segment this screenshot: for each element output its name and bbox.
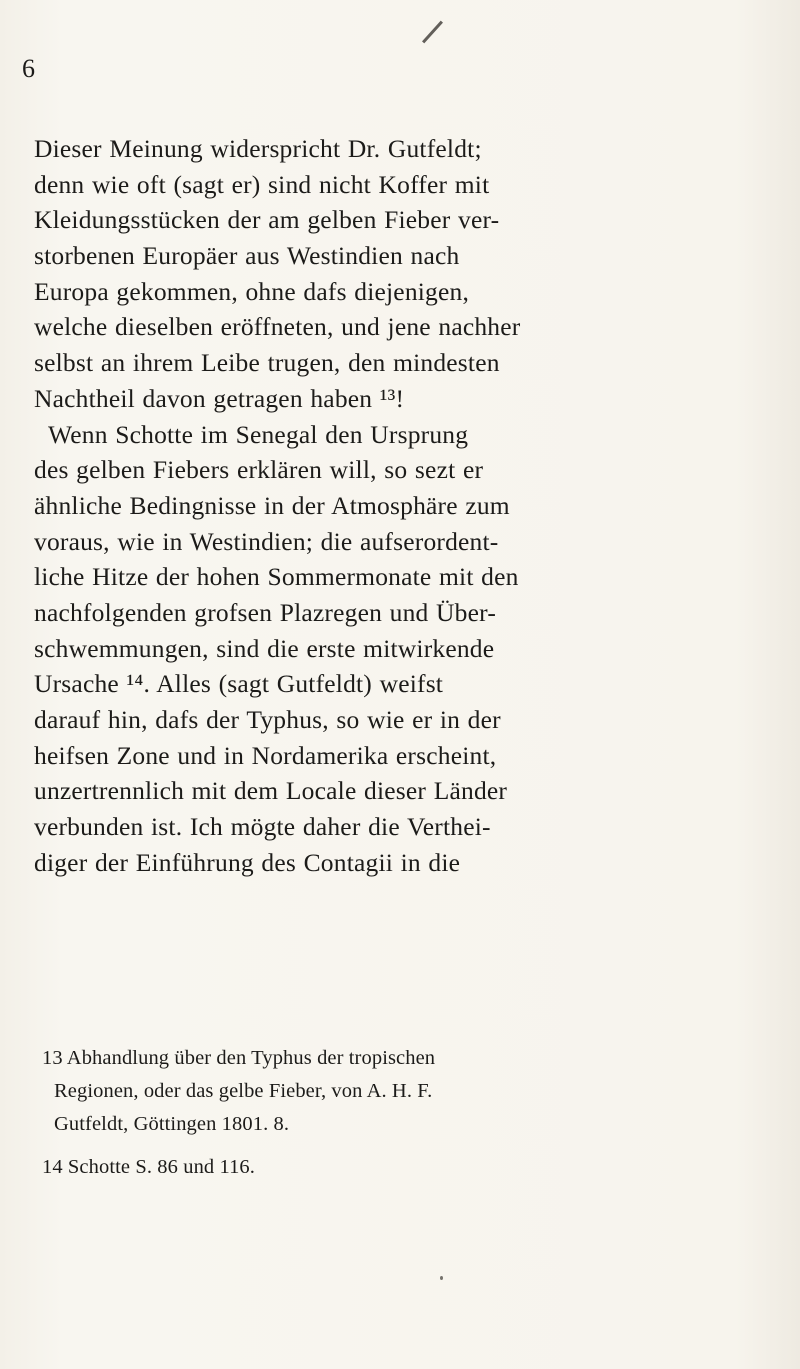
footnote-line: Gutfeldt, Göttingen 1801. 8. bbox=[54, 1113, 290, 1135]
footnote-line: Regionen, oder das gelbe Fieber, von A. H. F. bbox=[54, 1080, 433, 1102]
text-line: nachfolgenden grofsen Plazregen und Über- bbox=[34, 597, 497, 627]
text-line: welche dieselben eröffneten, und jene nachher bbox=[34, 312, 521, 342]
text-line: Wenn Schotte im Senegal den Ursprung bbox=[48, 419, 469, 449]
main-text bbox=[34, 131, 776, 880]
text-line: Dieser Meinung widerspricht Dr. Gutfeldt; bbox=[34, 134, 482, 163]
page-number: 6 bbox=[22, 54, 35, 83]
text-line: diger der Einführung des Contagii in die bbox=[34, 847, 461, 877]
text-line: ähnliche Bedingnisse in der Atmosphäre zum bbox=[34, 490, 510, 520]
text-line: des gelben Fiebers erklären will, so sezt er bbox=[34, 455, 484, 485]
text-line: verbunden ist. Ich mögte daher die Verthei- bbox=[34, 812, 491, 842]
text-line: darauf hin, dafs der Typhus, so wie er in der bbox=[34, 705, 501, 734]
footnotes bbox=[42, 1042, 777, 1184]
text-line: unzertrennlich mit dem Locale dieser Länder bbox=[34, 776, 508, 806]
text-line: denn wie oft (sagt er) sind nicht Koffer mit bbox=[34, 169, 490, 199]
text-line: Ursache ¹⁴. Alles (sagt Gutfeldt) weifst bbox=[34, 669, 444, 699]
footnote-line: 13 Abhandlung über den Typhus der tropischen bbox=[42, 1047, 436, 1069]
text-line: voraus, wie in Westindien; die aufserordent- bbox=[34, 526, 499, 556]
text-line: Europa gekommen, ohne dafs diejenigen, bbox=[34, 276, 470, 306]
text-line: liche Hitze der hohen Sommermonate mit den bbox=[34, 562, 519, 592]
text-line: schwemmungen, sind die erste mitwirkende bbox=[34, 633, 495, 663]
text-line: selbst an ihrem Leibe trugen, den mindesten bbox=[34, 348, 500, 378]
text-line: Nachtheil davon getragen haben ¹³! bbox=[34, 383, 405, 413]
ink-dot bbox=[440, 1276, 443, 1280]
footnote-line: 14 Schotte S. 86 und 116. bbox=[42, 1156, 256, 1178]
text-line: storbenen Europäer aus Westindien nach bbox=[34, 241, 460, 271]
text-line: heifsen Zone und in Nordamerika erscheint, bbox=[34, 740, 497, 770]
ink-mark bbox=[422, 21, 443, 44]
text-line: Kleidungsstücken der am gelben Fieber ver- bbox=[34, 205, 500, 235]
